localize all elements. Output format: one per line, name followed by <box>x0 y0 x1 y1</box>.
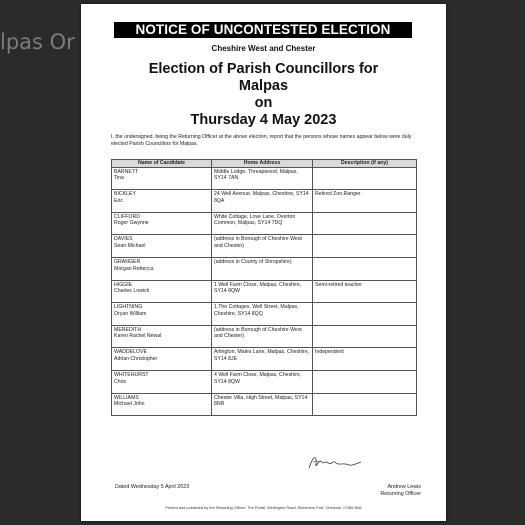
candidate-address: 4 Well Farm Close, Malpas, Cheshire, SY14 8QW <box>212 370 313 393</box>
imprint-line: Printed and published by the Returning Officer, The Portal, Wellington Road, Ellesmere Port, Cheshire, CH65 0BA <box>165 505 362 510</box>
candidate-surname: CLIFFORD <box>114 213 140 220</box>
title-line-3: on <box>254 95 273 111</box>
council-name: Cheshire West and Chester <box>211 44 316 53</box>
candidate-forenames: Karen Rachel Newal <box>114 333 162 340</box>
candidate-name-cell <box>112 325 212 348</box>
candidate-address: White Cottage, Love Lane, Overton Common, Malpas, SY14 7DQ <box>212 212 313 235</box>
table-row <box>112 325 417 348</box>
candidate-surname: MEREDITH <box>114 326 142 333</box>
candidate-surname: BARNETT <box>114 168 139 175</box>
candidate-address: 1 Well Farm Close, Malpas, Cheshire, SY14 8QW <box>212 280 313 303</box>
header-address: Home Address <box>212 160 313 168</box>
candidate-name-cell <box>112 257 212 280</box>
officer-title: Returning Officer <box>380 491 421 498</box>
candidate-description <box>313 370 417 393</box>
candidate-surname: WHITEHURST <box>114 371 149 378</box>
candidate-forenames: Morgan Rebecca <box>114 265 154 272</box>
candidate-description <box>313 257 417 280</box>
candidate-forenames: Charles Lowick <box>114 288 150 295</box>
table-row <box>112 370 417 393</box>
candidate-address: Chester Villa, High Street, Malpas, SY14 8NR <box>212 393 313 416</box>
candidate-description <box>313 212 417 235</box>
candidate-surname: GRANGER <box>114 258 141 265</box>
title-line-2: Malpas <box>238 78 289 94</box>
candidate-address: 24 Well Avenue, Malpas, Cheshire, SY14 8QA <box>212 190 313 213</box>
candidate-description: Semi-retired teacher <box>313 280 417 303</box>
title-line-4: Thursday 4 May 2023 <box>190 112 337 128</box>
table-row <box>112 348 417 371</box>
candidate-forenames: Adrian Christopher <box>114 355 158 362</box>
election-title <box>81 61 446 129</box>
table-row <box>112 190 417 213</box>
candidate-forenames: Tina <box>114 175 124 182</box>
candidate-description <box>313 167 417 190</box>
header-description: Description (if any) <box>313 160 417 168</box>
candidate-address: Middle Lodge, Threapwood, Malpas, SY14 7AN <box>212 167 313 190</box>
candidates-table <box>111 159 417 416</box>
candidate-description: Independent <box>313 348 417 371</box>
table-header-row <box>112 160 417 168</box>
candidate-surname: DAVIES <box>114 236 133 243</box>
candidate-forenames: Roger Gwynne <box>114 220 149 227</box>
candidate-description <box>313 393 417 416</box>
notice-banner: NOTICE OF UNCONTESTED ELECTION <box>114 22 412 38</box>
candidate-address: 1 The Cottages, Well Street, Malpas, Cheshire, SY14 8QQ <box>212 303 313 326</box>
candidate-name-cell <box>112 212 212 235</box>
table-row <box>112 235 417 258</box>
candidate-address: (address in Borough of Cheshire West and Chester) <box>212 325 313 348</box>
dated-line: Dated Wednesday 5 April 2023 <box>115 484 190 490</box>
table-row <box>112 280 417 303</box>
table-row <box>112 303 417 326</box>
table-row <box>112 167 417 190</box>
candidate-address: Arlington, Mates Lane, Malpas, Cheshire, SY14 8JE <box>212 348 313 371</box>
table-row <box>112 212 417 235</box>
candidate-description <box>313 235 417 258</box>
officer-name: Andrew Lewis <box>387 484 421 490</box>
table-row <box>112 257 417 280</box>
notice-document <box>81 4 446 521</box>
candidate-name-cell <box>112 303 212 326</box>
returning-officer-signature <box>305 450 365 474</box>
candidate-description <box>313 325 417 348</box>
candidate-name-cell <box>112 190 212 213</box>
candidate-name-cell <box>112 393 212 416</box>
officer-block <box>380 484 421 498</box>
candidate-surname: WADDELOVE <box>114 349 147 356</box>
candidate-description: Retired Zoo Ranger <box>313 190 417 213</box>
candidate-name-cell <box>112 235 212 258</box>
candidate-address: (address in County of Shropshire) <box>212 257 313 280</box>
candidate-address: (address in Borough of Cheshire West and Chester) <box>212 235 313 258</box>
candidate-surname: BICKLEY <box>114 191 136 198</box>
intro-paragraph: I, the undersigned, being the Returning Officer at the above election, report that the persons whose names appear below were duly elected Parish Councillors for Malpas. <box>111 134 412 147</box>
candidate-name-cell <box>112 348 212 371</box>
title-line-1: Election of Parish Councillors for <box>148 61 379 77</box>
table-row <box>112 393 417 416</box>
candidate-forenames: Chris <box>114 378 127 385</box>
candidate-name-cell <box>112 167 212 190</box>
candidate-forenames: Michael John <box>114 401 145 408</box>
candidate-description <box>313 303 417 326</box>
candidate-forenames: Oryan William <box>114 310 147 317</box>
candidate-name-cell <box>112 280 212 303</box>
background-page-title-text: lpas Or <box>0 30 75 54</box>
header-name: Name of Candidate <box>112 160 212 168</box>
candidate-surname: WILLIAMS <box>114 394 139 401</box>
candidate-surname: LIGHTNING <box>114 304 143 311</box>
candidate-name-cell <box>112 370 212 393</box>
candidate-surname: HIGGIE <box>114 281 133 288</box>
candidate-forenames: Eric <box>114 197 123 204</box>
candidate-forenames: Sean Michael <box>114 242 146 249</box>
